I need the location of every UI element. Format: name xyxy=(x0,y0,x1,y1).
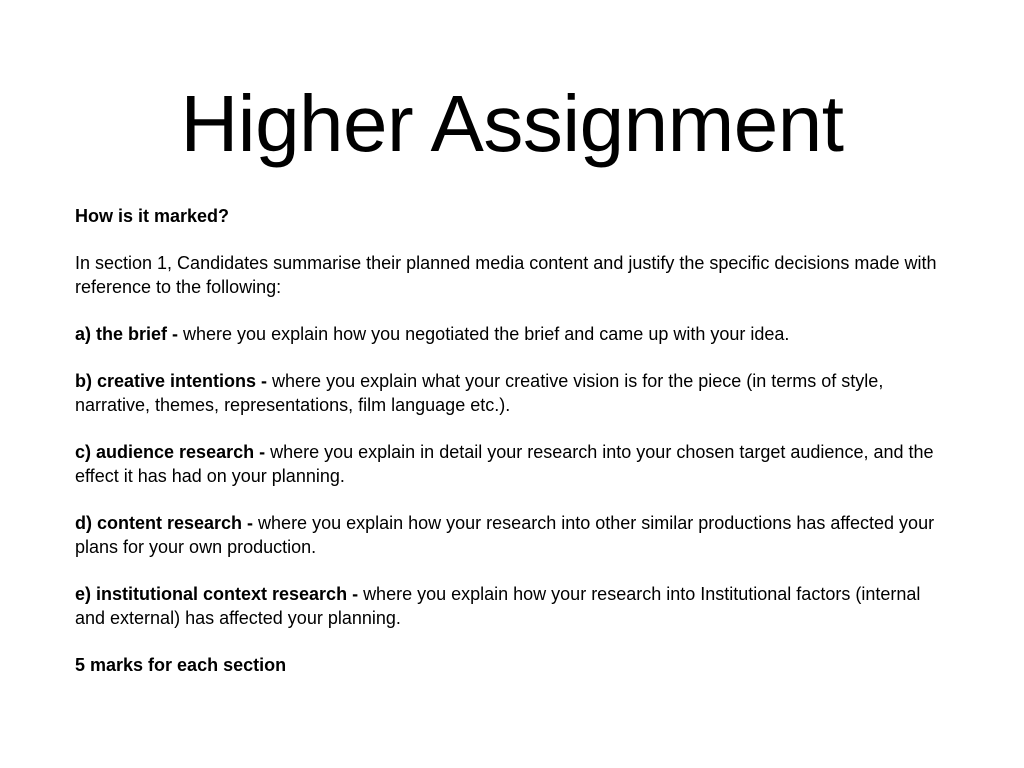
criterion-text: where you explain in detail your research into your chosen target audience, and the effect it has had on your planning. xyxy=(75,442,934,486)
criterion-text: where you explain how your research into other similar productions has affected your plans for your own production. xyxy=(75,513,935,557)
criterion-institutional-context-research xyxy=(75,582,955,630)
slide-content xyxy=(75,204,955,700)
criterion-label: c) audience research - xyxy=(75,442,271,462)
intro-paragraph: In section 1, Candidates summarise their planned media content and justify the specific decisions made with reference to the following: xyxy=(75,253,937,297)
criterion-content-research xyxy=(75,511,955,559)
criterion-label: e) institutional context research - xyxy=(75,584,364,604)
criterion-brief xyxy=(75,322,955,346)
criterion-creative-intentions xyxy=(75,369,955,417)
criterion-text: where you explain what your creative vision is for the piece (in terms of style, narrative, themes, representations, film language etc.). xyxy=(75,371,884,415)
criterion-text: where you explain how you negotiated the brief and came up with your idea. xyxy=(183,324,790,344)
marks-footer: 5 marks for each section xyxy=(75,655,287,675)
section-heading: How is it marked? xyxy=(75,206,230,226)
criterion-label: d) content research - xyxy=(75,513,259,533)
slide-title: Higher Assignment xyxy=(180,79,844,168)
criterion-text: where you explain how your research into Institutional factors (internal and external) has affected your planning. xyxy=(75,584,921,628)
criterion-label: a) the brief - xyxy=(75,324,184,344)
criterion-label: b) creative intentions - xyxy=(75,371,273,391)
criterion-audience-research xyxy=(75,440,955,488)
